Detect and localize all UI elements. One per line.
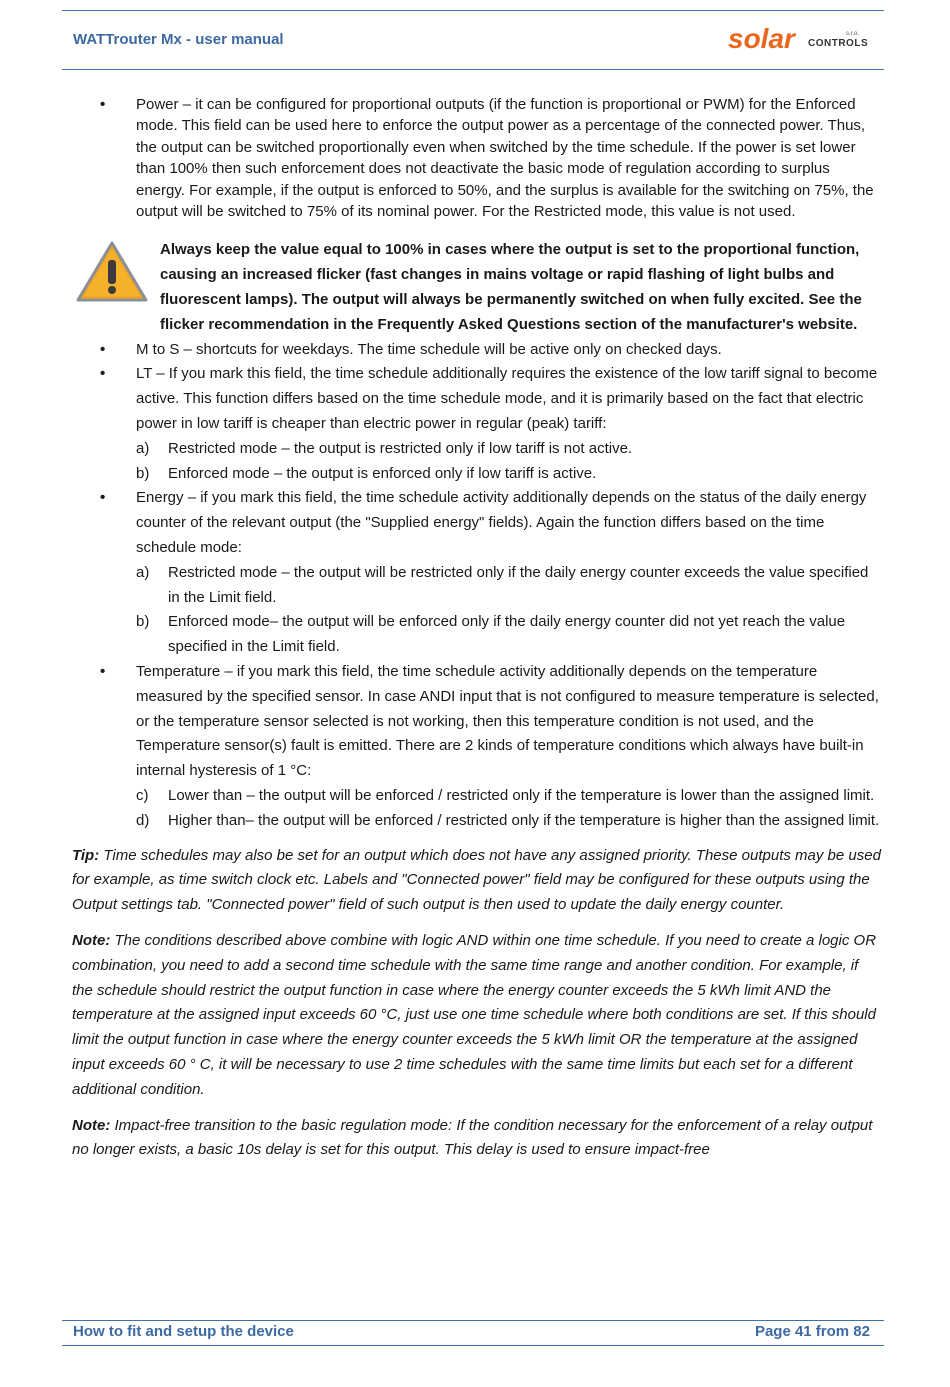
bullet-temperature <box>72 660 882 784</box>
logo-main-text: solar <box>728 24 795 54</box>
document-title: WATTrouter Mx - user manual <box>73 31 284 48</box>
item-text: Restricted mode – the output will be restricted only if the daily energy counter exceeds the value specified in the Limit field. <box>168 563 869 606</box>
logo-small-text: s.r.o. <box>846 31 860 37</box>
temperature-item-c <box>72 784 882 809</box>
tip-paragraph <box>72 844 882 918</box>
energy-item-a <box>72 561 882 611</box>
lt-item-b <box>72 462 882 487</box>
note-paragraph-2 <box>72 1114 882 1164</box>
bullet-energy <box>72 486 882 560</box>
item-text: Lower than – the output will be enforced / restricted only if the temperature is lower than the assigned limit. <box>168 786 875 804</box>
item-label: b) <box>136 464 150 482</box>
bullet-dot: • <box>100 662 106 680</box>
bullet-dot: • <box>100 489 106 507</box>
header-rule-top <box>62 10 884 11</box>
item-text: Enforced mode– the output will be enforced only if the daily energy counter did not yet reach the value specified in the Limit field. <box>168 613 846 656</box>
bullet-m-to-s <box>72 338 882 363</box>
note-label: Note: <box>72 1116 111 1134</box>
bullet-dot: • <box>100 365 106 383</box>
bullet-dot: • <box>100 340 106 358</box>
item-label: c) <box>136 786 149 804</box>
lt-item-a <box>72 437 882 462</box>
warning-text: Always keep the value equal to 100% in cases where the output is set to the proportional function, causing an increased flicker (fast changes in mains voltage or rapid flashing of light bulbs and fluorescent lamps). The output will always be permanently switched on when fully excited. See the flicker recommendation in the Frequently Asked Questions section of the manufacturer's website. <box>160 241 862 333</box>
power-text: Power – it can be configured for proportional outputs (if the function is proportional or PWM) for the Enforced mode. This field can be used here to enforce the output power as a percentage of the connected power. Thus, the output can be switched proportionally even when switched by the time schedule. If the power is set lower than 100% then such enforcement does not deactivate the basic mode of regulation according to surplus energy. For example, if the output is enforced to 50%, and the surplus is available for the switching on 75%, the output will be switched to 75% of its nominal power. For the Restricted mode, this value is not used. <box>136 96 874 221</box>
solar-controls-logo <box>728 24 878 54</box>
footer-page-number: Page 41 from 82 <box>754 1323 870 1340</box>
mts-text: M to S – shortcuts for weekdays. The time schedule will be active only on checked days. <box>136 340 722 358</box>
temperature-item-d <box>72 809 882 834</box>
footer-rule-bottom <box>62 1345 884 1346</box>
temperature-text: Temperature – if you mark this field, the time schedule activity additionally depends on the temperature measured by the specified sensor. In case ANDI input that is not configured to measure temperature is selected, or the temperature sensor selected is not working, then this temperature condition is not used, and the Temperature sensor(s) fault is emitted. There are 2 kinds of temperature conditions which always have built-in internal hysteresis of 1 °C: <box>136 662 879 780</box>
warning-icon <box>76 240 148 304</box>
footer-section-title: How to fit and setup the device <box>73 1323 294 1340</box>
item-label: a) <box>136 563 150 581</box>
tip-label: Tip: <box>72 846 100 864</box>
tip-text: Time schedules may also be set for an output which does not have any assigned priority. These outputs may be used for example, as time switch clock etc. Labels and "Connected power" field may be configured for these outputs using the Output settings tab. "Connected power" field of such output is then used to update the daily energy counter. <box>72 846 881 914</box>
bullet-power <box>72 94 882 222</box>
warning-box <box>72 238 882 337</box>
lt-text: LT – If you mark this field, the time schedule additionally requires the existence of the low tariff signal to become active. This function differs based on the time schedule mode, and it is primarily based on the fact that electric power in low tariff is cheaper than electric power in regular (peak) tariff: <box>136 365 878 433</box>
note-label: Note: <box>72 931 111 949</box>
item-label: a) <box>136 439 150 457</box>
item-label: b) <box>136 613 150 631</box>
page-content <box>72 94 882 1163</box>
logo-sub-text: CONTROLS <box>808 38 869 49</box>
bullet-lt <box>72 362 882 436</box>
bullet-dot: • <box>100 96 106 113</box>
item-label: d) <box>136 811 150 829</box>
item-text: Enforced mode – the output is enforced only if low tariff is active. <box>168 464 597 482</box>
item-text: Restricted mode – the output is restricted only if low tariff is not active. <box>168 439 633 457</box>
item-text: Higher than– the output will be enforced / restricted only if the temperature is higher than the assigned limit. <box>168 811 880 829</box>
footer-rule-top <box>62 1320 884 1321</box>
note-paragraph-1 <box>72 929 882 1103</box>
energy-text: Energy – if you mark this field, the time schedule activity additionally depends on the status of the daily energy counter of the relevant output (the "Supplied energy" fields). Again the function differs based on the time schedule mode: <box>136 489 867 556</box>
energy-item-b <box>72 610 882 660</box>
header-rule-bottom <box>62 69 884 70</box>
note-text: Impact-free transition to the basic regulation mode: If the condition necessary for the enforcement of a relay output no longer exists, a basic 10s delay is set for this output. This delay is used to ensure impact-free <box>72 1116 873 1159</box>
note-text: The conditions described above combine with logic AND within one time schedule. If you need to create a logic OR combination, you need to add a second time schedule with the same time range and another condition. For example, if the schedule should restrict the output function in case where the energy counter exceeds the 5 kWh limit AND the temperature at the assigned input exceeds 60 °C, just use one time schedule where both conditions are set. If this should limit the output function in case where the energy counter exceeds the 5 kWh limit OR the temperature at the assigned input exceeds 60 ° C, it will be necessary to use 2 time schedules with the same time limits but each set for a different additional condition. <box>72 931 877 1098</box>
